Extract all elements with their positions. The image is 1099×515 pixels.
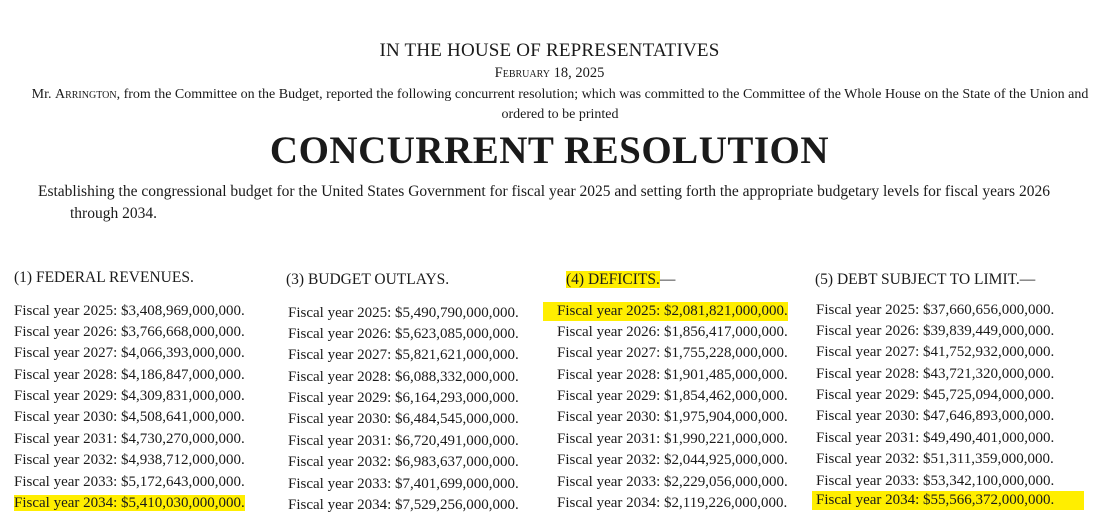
debt-row-2025: Fiscal year 2025: $37,660,656,000,000. [816,302,1055,318]
debt-row-2030: Fiscal year 2030: $47,646,893,000,000. [816,408,1055,424]
house-heading: IN THE HOUSE OF REPRESENTATIVES [379,40,720,61]
deficit-row-2025-highlight: Fiscal year 2025: $2,081,821,000,000. [543,302,788,321]
heading-deficits [566,271,675,289]
deficit-row-2031: Fiscal year 2031: $1,990,221,000,000. [557,431,788,447]
deficit-row-2034: Fiscal year 2034: $2,119,226,000,000. [557,495,788,511]
document-title: CONCURRENT RESOLUTION [269,129,830,172]
outlays-row-2029: Fiscal year 2029: $6,164,293,000,000. [288,390,519,406]
subtitle-line-2: through 2034. [70,205,157,222]
outlays-row-2025: Fiscal year 2025: $5,490,790,000,000. [288,305,519,321]
deficit-row-2025 [543,302,788,321]
deficit-row-2028: Fiscal year 2028: $1,901,485,000,000. [557,367,788,383]
revenue-row-2034-highlight: Fiscal year 2034: $5,410,030,000,000. [14,495,245,511]
revenue-row-2029: Fiscal year 2029: $4,309,831,000,000. [14,388,245,404]
revenue-row-2027: Fiscal year 2027: $4,066,393,000,000. [14,345,245,361]
outlays-row-2031: Fiscal year 2031: $6,720,491,000,000. [288,433,519,449]
debt-row-2026: Fiscal year 2026: $39,839,449,000,000. [816,323,1055,339]
resolution-subtitle [38,181,1088,225]
reported-text: , from the Committee on the Budget, reported the following concurrent resolution; which was committed to the Committee of the Whole House on the State of the Union and ordered to be printed [116,87,1089,122]
debt-row-2034 [812,491,1084,510]
debt-row-2033: Fiscal year 2033: $53,342,100,000,000. [816,473,1055,489]
debt-row-2029: Fiscal year 2029: $45,725,094,000,000. [816,387,1055,403]
subtitle-line-1: Establishing the congressional budget for the United States Government for fiscal year 2025 and setting forth the appropriate budgetary levels for fiscal years 2026 [38,183,1050,200]
outlays-row-2026: Fiscal year 2026: $5,623,085,000,000. [288,326,519,342]
outlays-row-2027: Fiscal year 2027: $5,821,621,000,000. [288,347,519,363]
reported-prefix: Mr. [31,87,55,102]
heading-deficits-highlight: (4) DEFICITS. [566,271,660,288]
deficit-row-2030: Fiscal year 2030: $1,975,904,000,000. [557,409,788,425]
resolution-date: February 18, 2025 [494,65,605,81]
deficit-row-2033: Fiscal year 2033: $2,229,056,000,000. [557,474,788,490]
outlays-row-2032: Fiscal year 2032: $6,983,637,000,000. [288,454,519,470]
heading-budget-outlays: (3) BUDGET OUTLAYS. [286,271,450,288]
debt-row-2027: Fiscal year 2027: $41,752,932,000,000. [816,344,1055,360]
revenue-row-2031: Fiscal year 2031: $4,730,270,000,000. [14,431,245,447]
revenue-row-2034 [14,494,245,513]
heading-federal-revenues: (1) FEDERAL REVENUES. [14,269,194,286]
heading-deficits-dash: — [659,271,676,288]
revenue-row-2032: Fiscal year 2032: $4,938,712,000,000. [14,452,245,468]
revenue-row-2033: Fiscal year 2033: $5,172,643,000,000. [14,474,245,490]
revenue-row-2025: Fiscal year 2025: $3,408,969,000,000. [14,303,245,319]
deficit-row-2032: Fiscal year 2032: $2,044,925,000,000. [557,452,788,468]
debt-row-2032: Fiscal year 2032: $51,311,359,000,000. [816,451,1054,467]
reported-member-name: Arrington [54,87,117,102]
revenue-row-2028: Fiscal year 2028: $4,186,847,000,000. [14,367,245,383]
deficit-row-2027: Fiscal year 2027: $1,755,228,000,000. [557,345,788,361]
outlays-row-2034: Fiscal year 2034: $7,529,256,000,000. [288,497,519,513]
debt-row-2031: Fiscal year 2031: $49,490,401,000,000. [816,430,1055,446]
outlays-row-2033: Fiscal year 2033: $7,401,699,000,000. [288,476,519,492]
outlays-row-2028: Fiscal year 2028: $6,088,332,000,000. [288,369,519,385]
revenue-row-2026: Fiscal year 2026: $3,766,668,000,000. [14,324,245,340]
deficit-row-2026: Fiscal year 2026: $1,856,417,000,000. [557,324,788,340]
debt-row-2028: Fiscal year 2028: $43,721,320,000,000. [816,366,1055,382]
revenue-row-2030: Fiscal year 2030: $4,508,641,000,000. [14,409,245,425]
outlays-row-2030: Fiscal year 2030: $6,484,545,000,000. [288,411,519,427]
heading-debt-subject-to-limit: (5) DEBT SUBJECT TO LIMIT.— [815,271,1036,288]
deficit-row-2029: Fiscal year 2029: $1,854,462,000,000. [557,388,788,404]
debt-row-2034-highlight: Fiscal year 2034: $55,566,372,000,000. [812,491,1084,510]
reported-statement [30,85,1090,125]
